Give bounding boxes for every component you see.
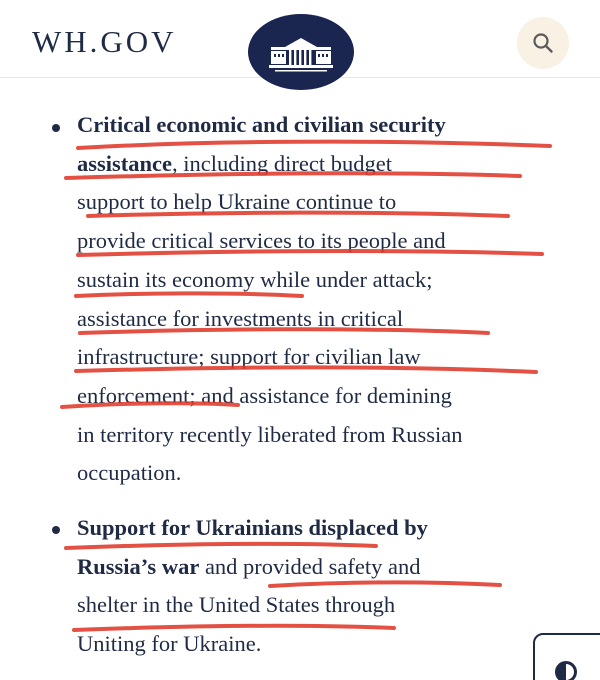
line-1-6: assistance for investments in critical [77, 305, 404, 331]
line-1-3: support to help Ukraine continue to [77, 189, 397, 215]
search-icon [532, 32, 554, 54]
line-1-4: provide critical services to its people and [77, 228, 446, 254]
line-2-2: Russia’s war and provided safety and [77, 553, 421, 579]
line-1-7: infrastructure; support for civilian law [77, 344, 421, 370]
line-2-3: shelter in the United States through [77, 592, 396, 618]
line-1-9: in territory recently liberated from Russian [77, 421, 463, 447]
article-body [0, 78, 600, 680]
line-2-4: Uniting for Ukraine. [77, 631, 262, 657]
line-1-10: occupation. [77, 460, 182, 486]
search-button[interactable] [517, 17, 569, 69]
white-house-seal-icon[interactable] [249, 15, 353, 89]
site-header [0, 0, 600, 78]
line-1-1: Critical economic and civilian security [77, 112, 446, 137]
site-name[interactable]: WH.GOV [32, 24, 177, 59]
line-1-2: assistance, including direct budget [77, 150, 392, 176]
contrast-toggle-button[interactable] [533, 633, 600, 680]
contrast-toggle-icon [555, 661, 577, 680]
line-2-1: Support for Ukrainians displaced by [77, 515, 428, 540]
list-item-economic-assistance [77, 106, 577, 493]
bullet-dot [52, 124, 60, 132]
list-item-displaced-support [77, 509, 577, 664]
line-1-8: enforcement; and assistance for demining [77, 382, 452, 408]
bullet-dot [52, 526, 60, 534]
line-1-5: sustain its economy while under attack; [77, 266, 433, 292]
